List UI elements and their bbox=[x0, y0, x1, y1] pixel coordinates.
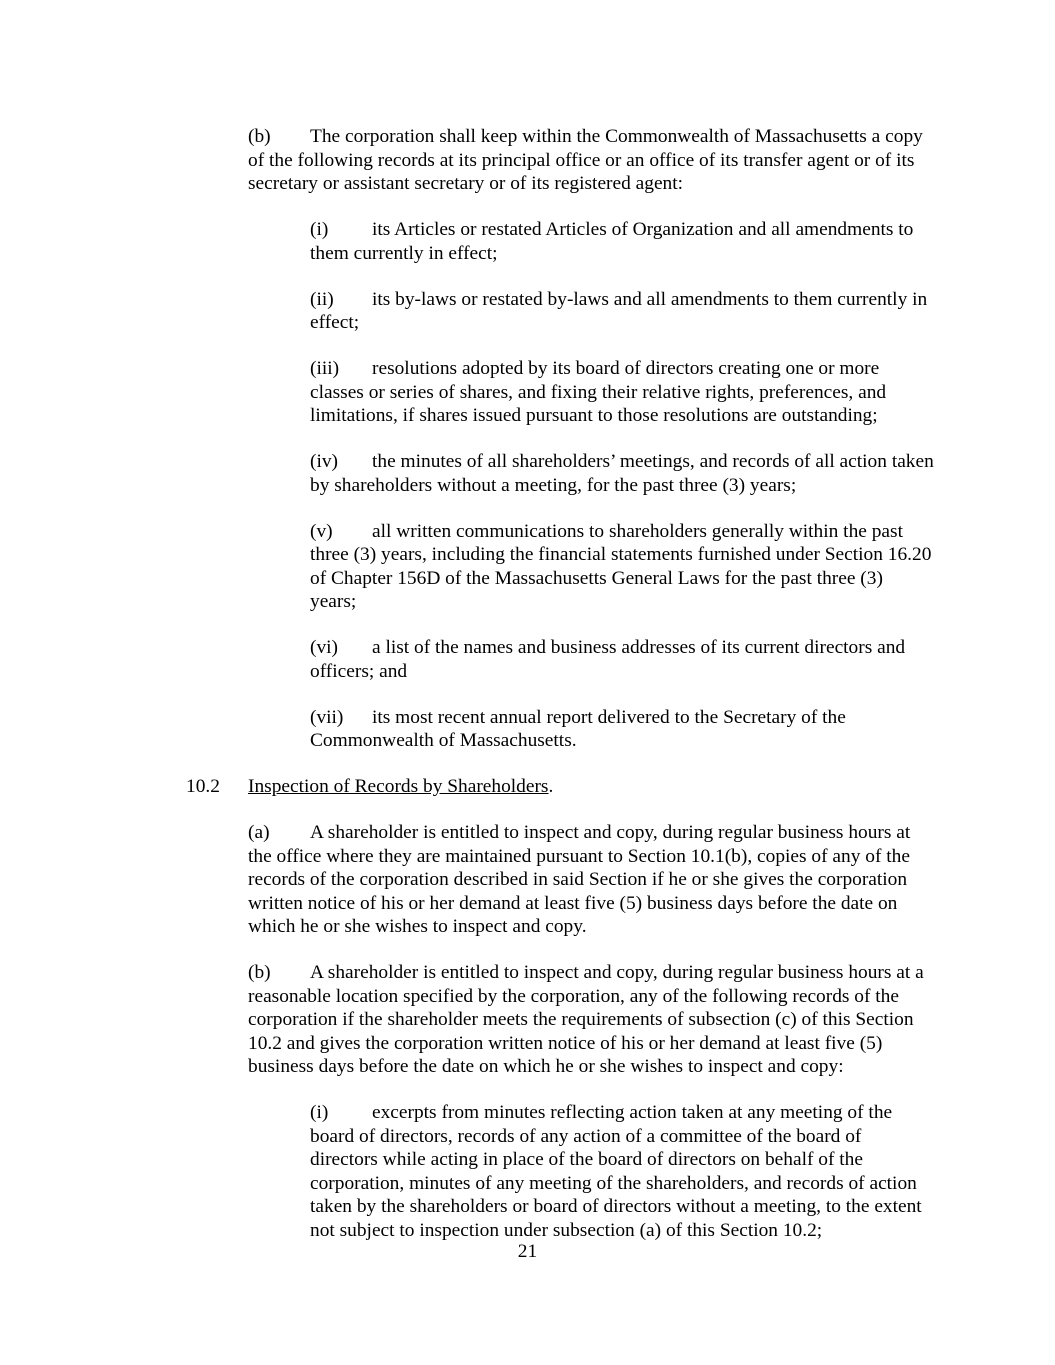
item-number: (v) bbox=[310, 520, 333, 542]
list-item-10-1-b-iv bbox=[124, 450, 934, 497]
item-number: (ii) bbox=[310, 288, 334, 310]
item-body-text: classes or series of shares, and fixing their relative rights, preferences, and limitations, if shares issued pursuant to those resolutions are outstanding; bbox=[310, 381, 887, 426]
item-lead-text: resolutions adopted by its board of directors creating one or more bbox=[372, 358, 880, 379]
item-body-text: and officers; and bbox=[310, 637, 906, 682]
item-number: (vi) bbox=[310, 637, 338, 658]
paragraph-10-2-a bbox=[124, 821, 934, 939]
item-lead-text: excerpts from minutes reflecting action taken at any meeting of the bbox=[372, 1102, 893, 1123]
list-item-10-2-b-i bbox=[124, 1101, 934, 1242]
list-item-10-1-b-iii bbox=[124, 357, 934, 428]
paragraph-10-1-b bbox=[124, 125, 934, 196]
paragraph-number: (b) bbox=[248, 126, 271, 147]
item-lead-text: its Articles or restated Articles of Organization and all bbox=[372, 219, 791, 240]
page-number: 21 bbox=[517, 1241, 538, 1262]
list-item-10-1-b-ii bbox=[124, 288, 934, 335]
paragraph-number: (a) bbox=[248, 822, 270, 843]
item-number: (iv) bbox=[310, 451, 338, 472]
item-number: (vii) bbox=[310, 706, 344, 728]
item-lead-text: all written communications to shareholders generally within the bbox=[372, 520, 867, 542]
list-item-10-1-b-i bbox=[124, 218, 934, 265]
paragraph-body-text: copy of the following records at its principal office or an office of its transfer agent or of its secretary or assistant secretary or of its registered agent: bbox=[248, 126, 923, 194]
item-body-text: past three (3) years, including the financial statements furnished under Section 16.20 of Chapter 156D of the Massachusetts General Laws for the past three (3) years; bbox=[310, 520, 932, 612]
item-body-text: currently in effect; bbox=[310, 288, 928, 333]
item-body-text: amendments to them currently in effect; bbox=[310, 219, 914, 264]
paragraph-number: (b) bbox=[248, 962, 271, 983]
item-number: (iii) bbox=[310, 358, 340, 379]
item-lead-text: its by-laws or restated by-laws and all amendments to them bbox=[372, 288, 833, 310]
paragraph-10-2-b bbox=[124, 961, 934, 1079]
list-item-10-1-b-v bbox=[124, 520, 934, 614]
section-title-period: . bbox=[548, 776, 554, 797]
paragraph-body-text: hours at the office where they are maintained pursuant to Section 10.1(b), copies of any of the records of the corporation described in said Section if he or she gives the corporation written notice of his or her demand at least five (5) business days before the date on which he or she wishes to inspect and copy. bbox=[248, 822, 911, 937]
section-heading-10-2 bbox=[124, 775, 934, 799]
item-body-text: Commonwealth of Massachusetts. bbox=[310, 730, 577, 751]
paragraph-body-text: hours at a reasonable location specified by the corporation, any of the following records of the corporation if the shareholder meets the requirements of subsection (c) of this Section 10.2 and gives the corporation written notice of his or her demand at least five (5) business days before the date on which he or she wishes to inspect and copy: bbox=[248, 962, 924, 1077]
section-title: Inspection of Records by Shareholders bbox=[248, 776, 549, 797]
item-lead-text: the minutes of all shareholders’ meetings, and records of all action bbox=[372, 451, 887, 472]
paragraph-lead-text: A shareholder is entitled to inspect and copy, during regular business bbox=[310, 962, 844, 983]
item-number: (i) bbox=[310, 219, 329, 240]
document-page bbox=[124, 125, 934, 1265]
paragraph-lead-text: The corporation shall keep within the Commonwealth of Massachusetts a bbox=[310, 126, 881, 147]
item-body-text: taken by shareholders without a meeting, for the past three (3) years; bbox=[310, 451, 934, 496]
item-lead-text: its most recent annual report delivered to the Secretary of the bbox=[372, 706, 846, 728]
item-body-text: board of directors, records of any action of a committee of the board of directors while acting in place of the board of directors on behalf of the corporation, minutes of any meeting of the shareholders, and records of action taken by the shareholders or board of directors without a meeting, to the extent not subject to inspection under subsection (a) of this Section 10.2; bbox=[310, 1125, 922, 1241]
paragraph-lead-text: A shareholder is entitled to inspect and copy, during regular business bbox=[310, 822, 844, 843]
section-number: 10.2 bbox=[186, 776, 220, 797]
list-item-10-1-b-vii bbox=[124, 706, 934, 753]
item-number: (i) bbox=[310, 1102, 329, 1123]
list-item-10-1-b-vi bbox=[124, 636, 934, 683]
item-lead-text: a list of the names and business addresses of its current directors bbox=[372, 637, 873, 658]
